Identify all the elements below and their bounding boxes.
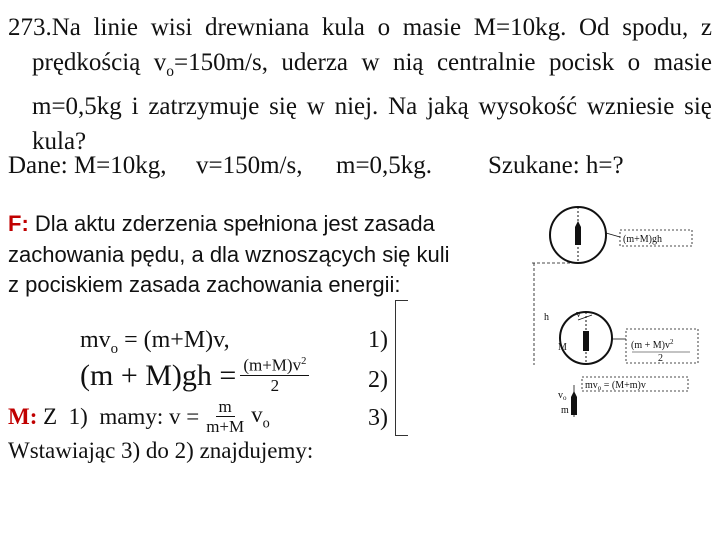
velocity-label: v — [576, 309, 581, 320]
word: masie — [653, 49, 712, 76]
word: o — [377, 14, 391, 41]
given-mass-M: Dane: M=10kg, — [8, 152, 167, 179]
word: prędkością — [32, 49, 141, 76]
final-line: Wstawiając 3) do 2) znajdujemy: — [8, 438, 314, 463]
bullet-raised — [575, 227, 581, 245]
word: w — [361, 49, 380, 76]
word: nią — [392, 49, 424, 76]
word: niej. — [334, 93, 379, 120]
energy-kinetic-denominator: 2 — [658, 353, 663, 364]
word: zatrzymuje — [148, 93, 260, 120]
equation-2 — [80, 356, 313, 395]
problem-line-2 — [8, 45, 712, 89]
given-mass-m: m=0,5kg. — [336, 152, 433, 179]
word: m=0,5kg — [32, 93, 122, 120]
word: się — [269, 93, 297, 120]
energy-kinetic-label: $(m + M)v^2$ — [631, 338, 674, 351]
energy-potential-label: (m+M)gh — [623, 234, 662, 245]
word: Na — [388, 93, 418, 120]
equation-3-number: 3) — [368, 405, 388, 431]
word: centralnie — [436, 49, 536, 76]
equation-1-number: 1) — [368, 327, 388, 353]
word: z — [700, 14, 712, 41]
problem-line-3 — [8, 89, 712, 124]
bullet-incoming — [571, 397, 577, 415]
given-velocity: v=150m/s, — [196, 152, 303, 179]
word: linie — [93, 14, 139, 41]
equation-3-fraction: $\frac{m}{m+M}$ — [206, 397, 245, 436]
word: uderza — [281, 49, 349, 76]
method-label: M: — [8, 404, 38, 430]
problem-line-1 — [8, 10, 712, 45]
bullet-lower — [583, 331, 589, 351]
equation-bracket — [395, 300, 408, 436]
word: kula — [321, 14, 365, 41]
word: wysokość — [478, 93, 578, 120]
physics-label: F: — [8, 211, 29, 236]
mass-M-label: M — [558, 342, 567, 353]
bullet-mass-label: m — [561, 405, 569, 416]
word: spodu, — [622, 14, 689, 41]
pendulum-diagram — [528, 205, 714, 420]
word: wisi — [150, 14, 193, 41]
physics-line-3: z pociskiem zasada zachowania energii: — [8, 272, 401, 297]
word: wzniesie — [586, 93, 675, 120]
word: o — [627, 49, 641, 76]
equation-2-fraction: $\frac{(m+M)v^2}{2}$ — [240, 356, 309, 395]
word: jaką — [427, 93, 469, 120]
word-v0: $v_o=150m/s$, — [153, 49, 268, 80]
physics-line-1: F: Dla aktu zderzenia spełniona jest zasada — [8, 211, 435, 236]
momentum-label: $mv_o = (M+m)v$ — [585, 380, 646, 392]
word: się — [684, 93, 712, 120]
word: drewniana — [205, 14, 310, 41]
equation-2-number: 2) — [368, 367, 388, 393]
height-label: h — [544, 312, 549, 323]
equation-1: $mv_o = (m+M)v$, — [80, 327, 230, 357]
word: masie — [402, 14, 462, 41]
word: M=10kg. — [473, 14, 567, 41]
equation-2-lhs: (m + M)gh = — [80, 358, 237, 392]
word: 273.Na — [8, 14, 81, 41]
problem-statement — [8, 10, 712, 159]
word: i — [131, 93, 139, 120]
given-unknown: Szukane: h=? — [488, 152, 624, 179]
word: w — [306, 93, 325, 120]
v0-label: $v_o$ — [558, 390, 567, 402]
word: kula? — [32, 128, 87, 155]
word: pocisk — [548, 49, 615, 76]
physics-line-2: zachowania pędu, a dla wznoszących się kuli — [8, 242, 450, 267]
word: Od — [578, 14, 610, 41]
equation-3: M: Z 1) mamy: v = $\frac{m}{m+M}$ $v_o$ — [8, 397, 270, 436]
